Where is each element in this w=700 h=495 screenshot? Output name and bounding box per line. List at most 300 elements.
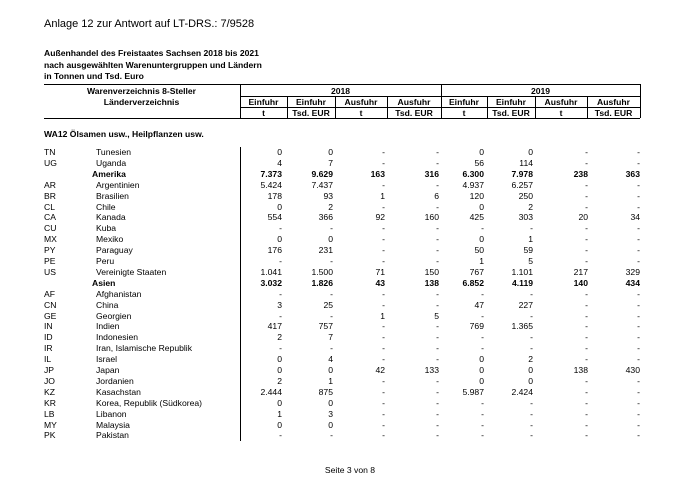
value-cell: 1.101 xyxy=(511,266,533,277)
header-top-rule xyxy=(44,84,640,85)
country-code: BR xyxy=(44,190,56,201)
country-code: IR xyxy=(44,343,53,354)
value-cell: - xyxy=(585,430,588,441)
value-cell: 43 xyxy=(375,277,385,288)
column-unit: t xyxy=(559,108,563,118)
value-cell: - xyxy=(436,343,439,354)
value-cell: - xyxy=(382,147,385,157)
value-cell: - xyxy=(481,288,484,299)
value-cell: 0 xyxy=(277,201,282,212)
table-row xyxy=(0,409,700,420)
value-cell: - xyxy=(436,288,439,299)
year-header: 2019 xyxy=(530,86,551,96)
value-cell: 5 xyxy=(528,256,533,266)
column-header: Einfuhr xyxy=(295,97,327,107)
country-code: US xyxy=(44,266,56,277)
value-cell: - xyxy=(436,179,439,190)
value-cell: 114 xyxy=(519,157,533,168)
value-cell: 71 xyxy=(375,266,385,277)
value-cell: 150 xyxy=(424,266,439,277)
value-cell: 34 xyxy=(630,212,640,223)
value-cell: 20 xyxy=(578,212,588,223)
page-footer: Seite 3 von 8 xyxy=(324,465,376,475)
table-row xyxy=(0,267,700,278)
value-cell: - xyxy=(637,332,640,343)
value-cell: 769 xyxy=(469,321,484,332)
value-cell: 0 xyxy=(528,147,533,157)
value-cell: - xyxy=(585,354,588,365)
value-cell: - xyxy=(637,245,640,256)
value-cell: - xyxy=(330,288,333,299)
value-cell: - xyxy=(637,147,640,157)
value-cell: 0 xyxy=(479,147,484,157)
table-row xyxy=(0,343,700,354)
value-cell: - xyxy=(637,190,640,201)
country-name: Argentinien xyxy=(96,179,140,190)
value-cell: 4.119 xyxy=(511,277,533,288)
value-cell: - xyxy=(585,321,588,332)
value-cell: - xyxy=(382,245,385,256)
value-cell: 4 xyxy=(277,157,282,168)
value-cell: - xyxy=(436,234,439,245)
value-cell: - xyxy=(330,430,333,441)
value-cell: 92 xyxy=(375,212,385,223)
value-cell: - xyxy=(637,234,640,245)
table-row xyxy=(0,300,700,311)
value-cell: 138 xyxy=(573,365,588,375)
value-cell: 0 xyxy=(277,397,282,408)
value-cell: 2.444 xyxy=(260,386,282,397)
value-cell: 178 xyxy=(267,190,282,201)
country-name: Vereinigte Staaten xyxy=(96,266,167,277)
value-cell: 6 xyxy=(434,190,439,201)
region-total-row xyxy=(0,169,700,180)
value-cell: - xyxy=(436,332,439,343)
header-bottom-rule xyxy=(44,118,640,119)
value-cell: - xyxy=(279,288,282,299)
title-line-2: nach ausgewählten Warenuntergruppen und Ländern xyxy=(44,59,262,70)
value-cell: - xyxy=(382,408,385,419)
value-cell: 7 xyxy=(328,157,333,168)
table-row xyxy=(0,354,700,365)
value-cell: 1 xyxy=(479,256,484,266)
value-cell: - xyxy=(481,408,484,419)
table-row xyxy=(0,147,700,158)
value-cell: - xyxy=(637,419,640,430)
country-code: ID xyxy=(44,332,53,343)
value-cell: - xyxy=(330,256,333,266)
value-cell: - xyxy=(585,343,588,354)
value-cell: 434 xyxy=(625,277,640,288)
country-name: Kanada xyxy=(96,212,126,223)
value-cell: - xyxy=(436,245,439,256)
region-total-row xyxy=(0,278,700,289)
value-cell: - xyxy=(585,157,588,168)
value-cell: - xyxy=(585,408,588,419)
value-cell: - xyxy=(637,179,640,190)
value-cell: - xyxy=(436,157,439,168)
value-cell: - xyxy=(382,332,385,343)
value-cell: - xyxy=(585,201,588,212)
value-cell: 5 xyxy=(434,310,439,321)
value-cell: 875 xyxy=(318,386,333,397)
value-cell: 1.365 xyxy=(511,321,533,332)
country-name: Kuba xyxy=(96,223,117,234)
table-row xyxy=(0,365,700,376)
country-name: Indien xyxy=(96,321,120,332)
value-cell: 7.978 xyxy=(511,168,533,179)
document-title xyxy=(44,48,262,83)
value-cell: 3.032 xyxy=(260,277,282,288)
country-name: Uganda xyxy=(96,157,127,168)
value-cell: - xyxy=(585,245,588,256)
value-cell: 366 xyxy=(318,212,333,223)
value-cell: 9.629 xyxy=(311,168,333,179)
value-cell: - xyxy=(436,430,439,441)
value-cell: - xyxy=(637,299,640,310)
table-row xyxy=(0,289,700,300)
country-name: China xyxy=(96,299,119,310)
value-cell: 93 xyxy=(323,190,333,201)
country-name: Indonesien xyxy=(96,332,139,343)
value-cell: 3 xyxy=(328,408,333,419)
column-header: Einfuhr xyxy=(495,97,527,107)
value-cell: 0 xyxy=(328,397,333,408)
value-cell: 47 xyxy=(474,299,484,310)
column-unit: t xyxy=(462,108,466,118)
value-cell: 140 xyxy=(573,277,588,288)
country-name: Brasilien xyxy=(96,190,129,201)
value-cell: 1 xyxy=(380,190,385,201)
country-name: Libanon xyxy=(96,408,127,419)
value-cell: - xyxy=(330,223,333,234)
column-unit: Tsd. EUR xyxy=(292,108,330,118)
value-cell: - xyxy=(530,397,533,408)
value-cell: 6.300 xyxy=(462,168,484,179)
value-cell: - xyxy=(530,430,533,441)
value-cell: 430 xyxy=(625,365,640,375)
column-header: Ausfuhr xyxy=(597,97,630,107)
value-cell: 1.826 xyxy=(311,277,333,288)
column-header: Einfuhr xyxy=(448,97,480,107)
table-row xyxy=(0,332,700,343)
column-unit: t xyxy=(359,108,363,118)
table-row xyxy=(0,223,700,234)
value-cell: - xyxy=(382,375,385,386)
value-cell: - xyxy=(530,310,533,321)
value-cell: 3 xyxy=(277,299,282,310)
country-name: Peru xyxy=(96,256,115,266)
value-cell: 316 xyxy=(424,168,439,179)
value-cell: - xyxy=(530,408,533,419)
value-cell: 7.437 xyxy=(311,179,333,190)
year-header: 2018 xyxy=(330,86,351,96)
value-cell: - xyxy=(585,386,588,397)
left-header-line-1: Warenverzeichnis 8-Steller xyxy=(86,86,197,96)
value-cell: 160 xyxy=(424,212,439,223)
value-cell: - xyxy=(637,430,640,441)
country-code: CL xyxy=(44,201,55,212)
value-cell: 0 xyxy=(528,375,533,386)
value-cell: - xyxy=(382,223,385,234)
value-cell: - xyxy=(436,321,439,332)
column-unit: Tsd. EUR xyxy=(594,108,633,118)
value-cell: 0 xyxy=(328,365,333,375)
country-name: Israel xyxy=(96,354,118,365)
table-row xyxy=(0,256,700,267)
value-cell: 2 xyxy=(528,354,533,365)
value-cell: 4.937 xyxy=(462,179,484,190)
value-cell: 417 xyxy=(267,321,282,332)
value-cell: 7.373 xyxy=(260,168,282,179)
value-cell: - xyxy=(585,299,588,310)
table-row xyxy=(0,191,700,202)
document-reference: Anlage 12 zur Antwort auf LT-DRS.: 7/9528 xyxy=(44,18,255,30)
value-cell: 42 xyxy=(375,365,385,375)
value-cell: 1.041 xyxy=(260,266,282,277)
value-cell: - xyxy=(436,375,439,386)
value-cell: 7 xyxy=(328,332,333,343)
value-cell: - xyxy=(382,179,385,190)
left-header-line-2: Länderverzeichnis xyxy=(103,96,180,107)
value-cell: - xyxy=(637,201,640,212)
value-cell: 757 xyxy=(318,321,333,332)
value-cell: 163 xyxy=(370,168,385,179)
value-cell: 0 xyxy=(479,354,484,365)
value-cell: - xyxy=(637,157,640,168)
table-row xyxy=(0,180,700,191)
table-row xyxy=(0,398,700,409)
country-code: UG xyxy=(44,157,57,168)
table-row xyxy=(0,420,700,431)
country-code: PY xyxy=(44,245,56,256)
country-code: IL xyxy=(44,354,52,365)
country-code: PE xyxy=(44,256,56,266)
value-cell: - xyxy=(330,310,333,321)
value-cell: - xyxy=(481,332,484,343)
column-header: Einfuhr xyxy=(248,97,279,107)
table-row xyxy=(0,376,700,387)
country-name: Iran, Islamische Republik xyxy=(96,343,193,354)
value-cell: - xyxy=(436,147,439,157)
value-cell: - xyxy=(279,310,282,321)
country-code: AR xyxy=(44,179,56,190)
value-cell: 2 xyxy=(277,332,282,343)
value-cell: - xyxy=(436,201,439,212)
country-code: KZ xyxy=(44,386,55,397)
country-code: JP xyxy=(44,365,55,375)
value-cell: - xyxy=(436,386,439,397)
title-line-3: in Tonnen und Tsd. Euro xyxy=(44,71,144,81)
value-cell: 0 xyxy=(277,365,282,375)
country-name: Jordanien xyxy=(96,375,134,386)
value-cell: - xyxy=(382,288,385,299)
value-cell: 0 xyxy=(479,234,484,245)
value-cell: 303 xyxy=(518,212,533,223)
value-cell: - xyxy=(481,397,484,408)
value-cell: - xyxy=(637,343,640,354)
country-code: TN xyxy=(44,147,56,157)
value-cell: - xyxy=(585,375,588,386)
value-cell: - xyxy=(481,430,484,441)
country-name: Tunesien xyxy=(96,147,132,157)
value-cell: 1 xyxy=(380,310,385,321)
country-code: IN xyxy=(44,321,53,332)
country-code: MY xyxy=(44,419,57,430)
value-cell: - xyxy=(585,234,588,245)
value-cell: 1 xyxy=(528,234,533,245)
value-cell: - xyxy=(382,343,385,354)
region-name: Amerika xyxy=(92,168,126,179)
value-cell: - xyxy=(530,343,533,354)
column-unit: t xyxy=(262,108,265,118)
value-cell: - xyxy=(637,288,640,299)
value-cell: 425 xyxy=(469,212,484,223)
country-name: Malaysia xyxy=(96,419,130,430)
value-cell: 1 xyxy=(277,408,282,419)
country-name: Afghanistan xyxy=(96,288,142,299)
value-cell: 120 xyxy=(469,190,484,201)
value-cell: 767 xyxy=(469,266,484,277)
value-cell: - xyxy=(436,408,439,419)
value-cell: - xyxy=(481,223,484,234)
value-cell: 56 xyxy=(474,157,484,168)
column-unit: Tsd. EUR xyxy=(492,108,530,118)
value-cell: - xyxy=(585,179,588,190)
country-name: Japan xyxy=(96,365,120,375)
value-cell: 0 xyxy=(328,419,333,430)
value-cell: 250 xyxy=(518,190,533,201)
value-cell: 133 xyxy=(424,365,439,375)
value-cell: - xyxy=(585,332,588,343)
country-name: Mexiko xyxy=(96,234,124,245)
country-code: CN xyxy=(44,299,57,310)
value-cell: - xyxy=(279,256,282,266)
value-cell: 329 xyxy=(625,266,640,277)
country-code: CU xyxy=(44,223,57,234)
section-heading: WA12 Ölsamen usw., Heilpflanzen usw. xyxy=(44,129,204,139)
value-cell: - xyxy=(382,430,385,441)
country-name: Georgien xyxy=(96,310,132,321)
value-cell: 363 xyxy=(625,168,640,179)
value-cell: 0 xyxy=(328,234,333,245)
country-code: AF xyxy=(44,288,55,299)
table-row xyxy=(0,158,700,169)
value-cell: - xyxy=(637,397,640,408)
value-cell: - xyxy=(637,321,640,332)
table-row xyxy=(0,311,700,322)
value-cell: - xyxy=(382,256,385,266)
value-cell: 6.257 xyxy=(511,179,533,190)
value-cell: - xyxy=(382,157,385,168)
value-cell: - xyxy=(279,343,282,354)
value-cell: - xyxy=(382,234,385,245)
title-line-1: Außenhandel des Freistaates Sachsen 2018 bis 2021 xyxy=(44,48,259,58)
column-header: Ausfuhr xyxy=(397,97,431,107)
country-name: Chile xyxy=(96,201,116,212)
value-cell: - xyxy=(481,343,484,354)
value-cell: - xyxy=(585,190,588,201)
value-cell: - xyxy=(637,256,640,266)
region-name: Asien xyxy=(92,277,116,288)
value-cell: 0 xyxy=(277,234,282,245)
value-cell: 5.987 xyxy=(462,386,484,397)
value-cell: 1 xyxy=(328,375,333,386)
table-row xyxy=(0,430,700,441)
country-name: Kasachstan xyxy=(96,386,141,397)
country-code: KR xyxy=(44,397,56,408)
value-cell: - xyxy=(585,310,588,321)
value-cell: 176 xyxy=(267,245,282,256)
value-cell: - xyxy=(585,288,588,299)
value-cell: - xyxy=(585,397,588,408)
left-header xyxy=(44,86,239,107)
value-cell: - xyxy=(436,354,439,365)
value-cell: 59 xyxy=(523,245,533,256)
value-cell: - xyxy=(530,223,533,234)
table-row xyxy=(0,202,700,213)
value-cell: - xyxy=(382,419,385,430)
table-row xyxy=(0,387,700,398)
value-cell: 227 xyxy=(518,299,533,310)
value-cell: - xyxy=(382,386,385,397)
value-cell: 2.424 xyxy=(511,386,533,397)
value-cell: 138 xyxy=(424,277,439,288)
country-code: LB xyxy=(44,408,55,419)
value-cell: 217 xyxy=(573,266,588,277)
value-cell: - xyxy=(436,397,439,408)
value-cell: - xyxy=(382,321,385,332)
value-cell: 0 xyxy=(528,365,533,375)
value-cell: 25 xyxy=(323,299,333,310)
value-cell: 4 xyxy=(328,354,333,365)
value-cell: - xyxy=(585,147,588,157)
value-cell: - xyxy=(481,419,484,430)
value-cell: - xyxy=(382,397,385,408)
value-cell: - xyxy=(382,354,385,365)
value-cell: - xyxy=(637,223,640,234)
value-cell: - xyxy=(530,288,533,299)
value-cell: - xyxy=(279,223,282,234)
value-cell: 0 xyxy=(479,201,484,212)
value-cell: - xyxy=(530,332,533,343)
value-cell: - xyxy=(637,408,640,419)
country-code: PK xyxy=(44,430,56,441)
country-code: MX xyxy=(44,234,57,245)
value-cell: 0 xyxy=(277,147,282,157)
value-cell: - xyxy=(382,201,385,212)
column-header: Ausfuhr xyxy=(344,97,378,107)
table-row xyxy=(0,234,700,245)
value-cell: 0 xyxy=(277,419,282,430)
column-unit: Tsd. EUR xyxy=(395,108,433,118)
country-code: JO xyxy=(44,375,55,386)
value-cell: 0 xyxy=(277,354,282,365)
value-cell: - xyxy=(279,430,282,441)
value-cell: 6.852 xyxy=(462,277,484,288)
value-cell: - xyxy=(436,256,439,266)
value-cell: 238 xyxy=(573,168,588,179)
value-cell: - xyxy=(585,223,588,234)
value-cell: - xyxy=(637,375,640,386)
country-code: GE xyxy=(44,310,57,321)
value-cell: - xyxy=(436,223,439,234)
table-row xyxy=(0,212,700,223)
table-row xyxy=(0,321,700,332)
value-cell: 2 xyxy=(328,201,333,212)
value-cell: 2 xyxy=(277,375,282,386)
header-divider xyxy=(640,84,641,118)
